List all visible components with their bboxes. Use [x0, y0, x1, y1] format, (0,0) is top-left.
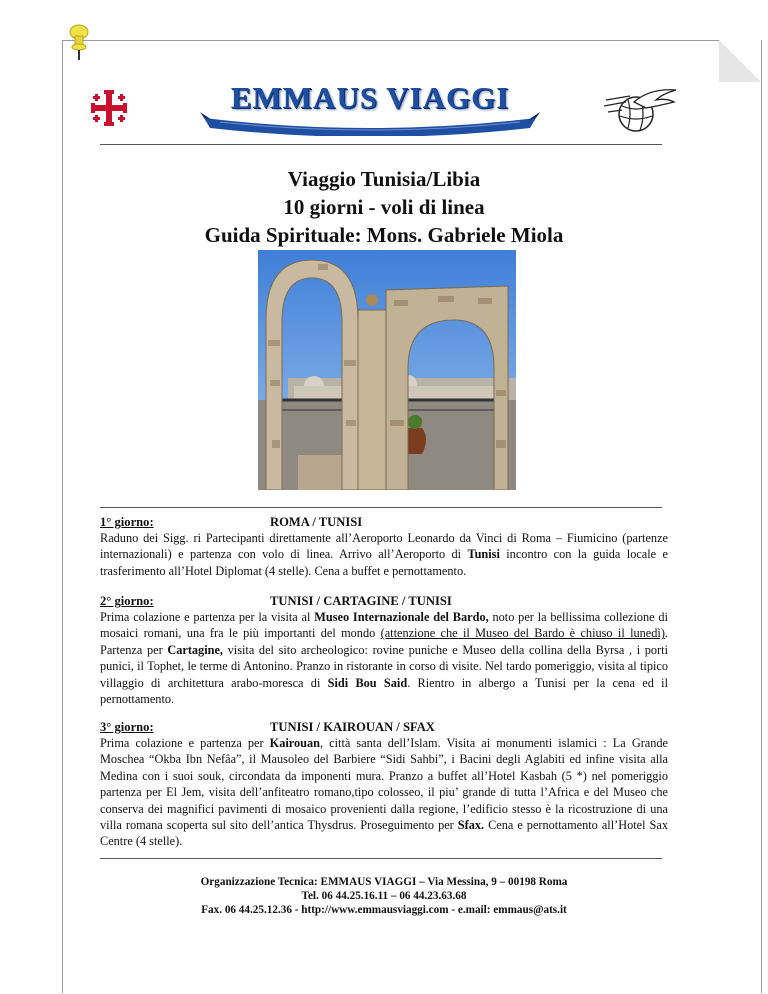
brand-title: EMMAUS VIAGGI: [230, 80, 510, 115]
day-1-description: Raduno dei Sigg. ri Partecipanti direttamente all’Aeroporto Leonardo da Vinci di Roma – Fiumicino (partenze internazionali) e partenza con volo di linea. Arrivo all’Aeroporto di Tunisi incontro con la guida locale e trasferimento all’Hotel Diplomat (4 stelle). Cena a buffet e pernottamento.: [100, 531, 668, 578]
day-3-description: Prima colazione e partenza per Kairouan, città santa dell’Islam. Visita ai monumenti islamici : La Grande Moschea “Okba Ibn Nefâa”, il Mausoleo del Barbiere “Sidi Sahbi”, i Bacini degli Aglabiti ed infine visita alla Medina con i suoi souk, circondata da imponenti mura. Pranzo a buffet all’Hotel Kasbah (5 *) nel pomeriggio partenza per El Jem, visita dell’anfiteatro romano,tipo colosseo, il piu’ grande di tutta l’Africa e del Museo che conserva dei magnifici pavimenti di mosaico provenienti dalla regione, l’edificio stesso è la ricostruzione di una villa romana scoperta sul sito dell’antica Thysdrus. Proseguimento per Sfax. Cena e pernottamento all’Hotel Sax Centre (4 stelle).: [100, 736, 669, 849]
footer-organization: Organizzazione Tecnica: EMMAUS VIAGGI – Via Messina, 9 – 00198 Roma: [200, 876, 568, 888]
spiritual-guide-title: Guida Spirituale: Mons. Gabriele Miola: [204, 223, 564, 247]
header-divider: [100, 144, 662, 145]
brand-logo: [200, 80, 540, 136]
footer-fax-web-email: Fax. 06 44.25.12.36 - http://www.emmausviaggi.com - e.mail: emmaus@ats.it: [201, 904, 567, 916]
trip-title: Viaggio Tunisia/Libia: [287, 167, 481, 191]
trip-subtitle: 10 giorni - voli di linea: [283, 195, 485, 219]
day-1-header: [100, 514, 668, 530]
footer-phone: Tel. 06 44.25.16.11 – 06 44.23.63.68: [301, 890, 467, 902]
footer-contacts: [100, 875, 668, 917]
day-1-label: 1° giorno:: [100, 515, 154, 529]
day-2-description: Prima colazione e partenza per la visita al Museo Internazionale del Bardo, noto per la bellissima collezione di mosaici romani, una fra le più importanti del mondo (attenzione che il Museo del Bardo è chiuso il lunedì). Partenza per Cartagine, visita del sito archeologico: rovine puniche e Museo della collina della Byrsa , i porti punici, il Tophet, le terme di Antonino. Pranzo in ristorante in corso di visite. Nel tardo pomeriggio, visita al tipico villaggio di architettura arabo-moresca di Sidi Bou Said. Rientro in albergo a Tunisi per la cena ed il pernottamento.: [100, 610, 669, 707]
globe-bird-icon: [600, 82, 680, 138]
footer-divider: [100, 858, 662, 859]
day-2-label: 2° giorno:: [100, 594, 154, 608]
day-2-section: [100, 593, 668, 707]
day-3-route: TUNISI / KAIROUAN / SFAX: [270, 720, 435, 734]
day-3-header: [100, 719, 668, 735]
jerusalem-cross-icon: [90, 88, 128, 128]
day-2-header: [100, 593, 668, 609]
day-3-section: [100, 719, 668, 850]
day-1-route: ROMA / TUNISI: [270, 515, 363, 529]
day-2-route: TUNISI / CARTAGINE / TUNISI: [270, 594, 452, 608]
day-1-section: [100, 514, 668, 579]
tunisia-arches-photo: [258, 250, 516, 490]
pushpin-icon: [68, 24, 90, 62]
day-3-label: 3° giorno:: [100, 720, 154, 734]
page-curl: [719, 40, 761, 82]
banner-ribbon: [200, 108, 540, 136]
photo-divider: [100, 507, 662, 508]
